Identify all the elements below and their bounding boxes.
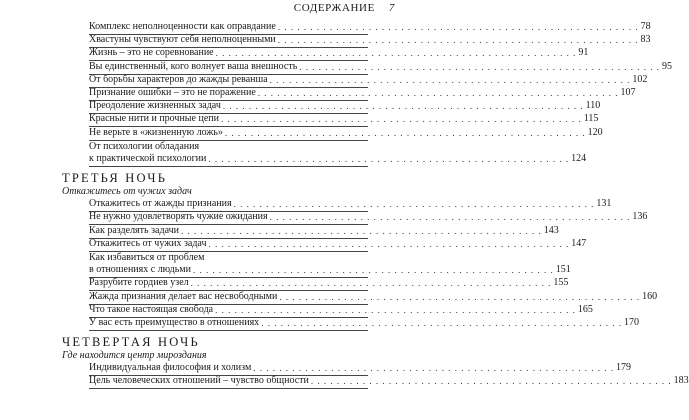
toc-entry[interactable]: Хвастуны чувствуют себя неполноценными . . . . . . . . . . . . . . . . . . . . . . . . . . . . . . . . . . . . . . . . . . . . . . . . . . . . . . . . 83 [89, 35, 368, 48]
toc-entry[interactable]: Жизнь – это не соревнование . . . . . . . . . . . . . . . . . . . . . . . . . . . . . . . . . . . . . . . . . . . . . . . . . . . . . . . . 91 [89, 48, 368, 61]
part-title: ЧЕТВЕРТАЯ НОЧЬ [62, 335, 200, 350]
part-title: ТРЕТЬЯ НОЧЬ [62, 171, 168, 186]
running-head [294, 2, 395, 14]
toc-entry[interactable]: Жажда признания делает вас несвободными . . . . . . . . . . . . . . . . . . . . . . . . . . . . . . . . . . . . . . . . . . . . . . . . . . . . . . . . 160 [89, 292, 368, 305]
toc-entry-line1[interactable]: От психологии обладания [89, 140, 200, 152]
part-subtitle: Где находится центр мироздания [62, 350, 207, 362]
toc-entry[interactable]: к практической психологии . . . . . . . . . . . . . . . . . . . . . . . . . . . . . . . . . . . . . . . . . . . . . . . . . . . . . . . . 124 [89, 154, 368, 167]
page-number: 7 [388, 2, 395, 14]
toc-entry[interactable]: От борьбы характеров до жажды реванша . . . . . . . . . . . . . . . . . . . . . . . . . . . . . . . . . . . . . . . . . . . . . . . . . . . . . . . . 102 [89, 75, 368, 88]
toc-entry[interactable]: Красные нити и прочные цепи . . . . . . . . . . . . . . . . . . . . . . . . . . . . . . . . . . . . . . . . . . . . . . . . . . . . . . . . 115 [89, 114, 368, 127]
toc-entry[interactable]: Откажитесь от жажды признания . . . . . . . . . . . . . . . . . . . . . . . . . . . . . . . . . . . . . . . . . . . . . . . . . . . . . . . . 131 [89, 199, 368, 212]
toc-entry[interactable]: Преодоление жизненных задач . . . . . . . . . . . . . . . . . . . . . . . . . . . . . . . . . . . . . . . . . . . . . . . . . . . . . . . . 110 [89, 101, 368, 114]
section-title: СОДЕРЖАНИЕ [293, 2, 375, 14]
toc-entry[interactable]: Признание ошибки – это не поражение . . . . . . . . . . . . . . . . . . . . . . . . . . . . . . . . . . . . . . . . . . . . . . . . . . . . . . . . 107 [89, 88, 368, 101]
toc-entry[interactable]: Не нужно удовлетворять чужие ожидания . . . . . . . . . . . . . . . . . . . . . . . . . . . . . . . . . . . . . . . . . . . . . . . . . . . . . . . . 136 [89, 212, 368, 225]
toc-entry[interactable]: Разрубите гордиев узел . . . . . . . . . . . . . . . . . . . . . . . . . . . . . . . . . . . . . . . . . . . . . . . . . . . . . . . . 155 [89, 278, 368, 291]
toc-entry-line1[interactable]: Как избавиться от проблем [89, 252, 205, 263]
toc-entry[interactable]: Откажитесь от чужих задач . . . . . . . . . . . . . . . . . . . . . . . . . . . . . . . . . . . . . . . . . . . . . . . . . . . . . . . . 147 [89, 239, 368, 252]
toc-entry[interactable]: Комплекс неполноценности как оправдание . . . . . . . . . . . . . . . . . . . . . . . . . . . . . . . . . . . . . . . . . . . . . . . . . . . . . . . . 78 [89, 22, 368, 35]
toc-entry[interactable]: Цель человеческих отношений – чувство общности . . . . . . . . . . . . . . . . . . . . . . . . . . . . . . . . . . . . . . . . . . . . . . . . . . . . . . . . 183 [89, 376, 368, 389]
toc-entry[interactable]: Вы единственный, кого волнует ваша внешность . . . . . . . . . . . . . . . . . . . . . . . . . . . . . . . . . . . . . . . . . . . . . . . . . . . . . . . . 95 [89, 62, 368, 75]
toc-entry[interactable]: в отношениях с людьми . . . . . . . . . . . . . . . . . . . . . . . . . . . . . . . . . . . . . . . . . . . . . . . . . . . . . . . . 151 [89, 265, 368, 278]
toc-entry[interactable]: Индивидуальная философия и холизм . . . . . . . . . . . . . . . . . . . . . . . . . . . . . . . . . . . . . . . . . . . . . . . . . . . . . . . . 179 [89, 363, 368, 376]
part-subtitle: Откажитесь от чужих задач [62, 186, 192, 198]
toc-entry[interactable]: У вас есть преимущество в отношениях . . . . . . . . . . . . . . . . . . . . . . . . . . . . . . . . . . . . . . . . . . . . . . . . . . . . . . . . 170 [89, 318, 368, 331]
toc-entry[interactable]: Не верьте в «жизненную ложь» . . . . . . . . . . . . . . . . . . . . . . . . . . . . . . . . . . . . . . . . . . . . . . . . . . . . . . . . 120 [89, 128, 368, 141]
toc-entry[interactable]: Что такое настоящая свобода . . . . . . . . . . . . . . . . . . . . . . . . . . . . . . . . . . . . . . . . . . . . . . . . . . . . . . . . 165 [89, 305, 368, 318]
toc-entry[interactable]: Как разделять задачи . . . . . . . . . . . . . . . . . . . . . . . . . . . . . . . . . . . . . . . . . . . . . . . . . . . . . . . . 143 [89, 226, 368, 239]
